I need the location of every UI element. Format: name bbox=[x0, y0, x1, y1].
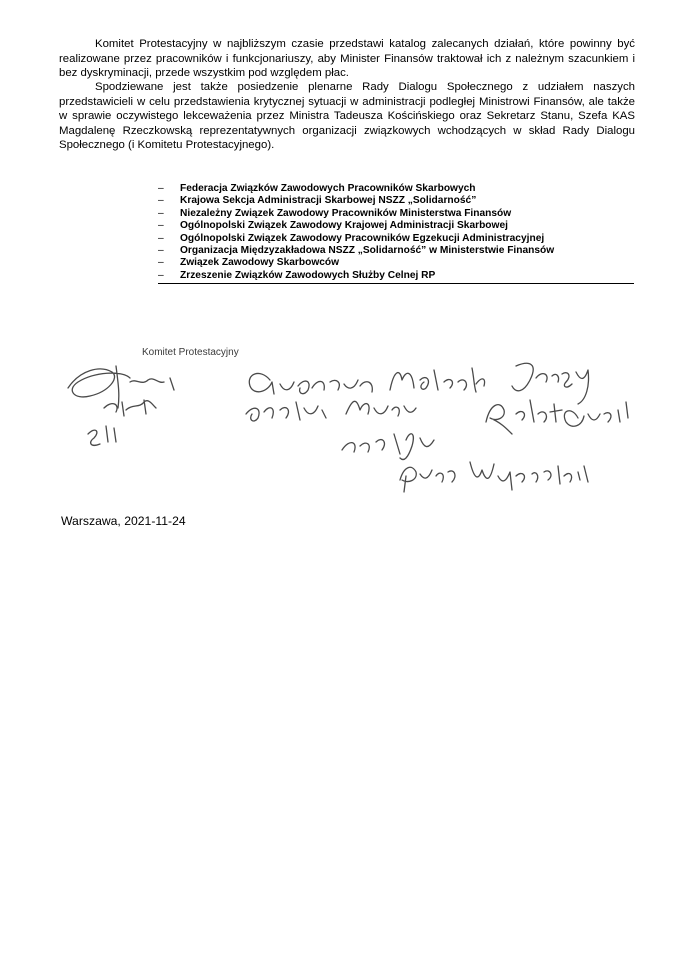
handwritten-signatures bbox=[60, 330, 640, 510]
signature-stroke bbox=[346, 401, 416, 416]
organization-name: Ogólnopolski Związek Zawodowy Krajowej Administracji Skarbowej bbox=[180, 220, 508, 232]
signature-stroke bbox=[564, 402, 628, 426]
list-item bbox=[158, 245, 634, 257]
list-dash: – bbox=[158, 257, 164, 269]
signature-stroke bbox=[342, 434, 434, 460]
list-item bbox=[158, 233, 634, 245]
list-dash: – bbox=[158, 195, 164, 207]
organization-list bbox=[158, 183, 634, 284]
list-item bbox=[158, 183, 634, 195]
list-dash: – bbox=[158, 220, 164, 232]
signature-stroke bbox=[512, 363, 589, 404]
signature-stroke bbox=[68, 366, 174, 408]
organization-name: Zrzeszenie Związków Zawodowych Służby Celnej RP bbox=[180, 269, 436, 281]
organization-name: Krajowa Sekcja Administracji Skarbowej NSZZ „Solidarność” bbox=[180, 195, 477, 207]
signatures-block bbox=[60, 330, 640, 510]
organization-name: Niezależny Związek Zawodowy Pracowników Ministerstwa Finansów bbox=[180, 207, 512, 219]
signature-stroke bbox=[88, 426, 116, 445]
organization-name: Federacja Związków Zawodowych Pracowników Skarbowych bbox=[180, 183, 476, 194]
list-dash: – bbox=[158, 232, 164, 244]
signature-stroke bbox=[104, 400, 156, 416]
list-dash: – bbox=[158, 245, 164, 257]
list-dash: – bbox=[158, 183, 164, 194]
signature-stroke bbox=[246, 402, 326, 421]
date-line: Warszawa, 2021-11-24 bbox=[61, 514, 186, 528]
signature-stroke bbox=[249, 373, 372, 394]
paragraph-catalog: Komitet Protestacyjny w najbliższym czasie przedstawi katalog zalecanych działań, które powinny być realizowane przez pracowników i funkcjonariuszy, aby Minister Finansów traktował ich z należnym szacunkiem i bez dyskryminacji, przede wszystkim pod względem płac. bbox=[59, 38, 635, 80]
list-dash: – bbox=[158, 207, 164, 219]
signature-stroke bbox=[400, 462, 588, 492]
organization-name: Organizacja Międzyzakładowa NSZZ „Solidarność” w Ministerstwie Finansów bbox=[180, 245, 555, 257]
list-item bbox=[158, 270, 634, 282]
list-item bbox=[158, 220, 634, 232]
list-item bbox=[158, 195, 634, 207]
list-dash: – bbox=[158, 269, 164, 281]
organization-name: Ogólnopolski Związek Zawodowy Pracowników Egzekucji Administracyjnej bbox=[180, 232, 545, 244]
stamp-label: Komitet Protestacyjny bbox=[142, 347, 239, 358]
signature-stroke bbox=[390, 368, 485, 392]
organization-name: Związek Zawodowy Skarbowców bbox=[180, 257, 340, 269]
signature-stroke bbox=[486, 400, 562, 434]
paragraph-dialogue-council: Spodziewane jest także posiedzenie plenarne Rady Dialogu Społecznego z udziałem naszych przedstawicieli w celu przedstawienia krytycznej sytuacji w administracji podległej Ministrowi Finansów, ale także w sprawie oczywistego lekceważenia przez Ministra Tadeusza Kościńskiego oraz Sekretarz Stanu, Szefa KAS Magdalenę Rzeczkowską reprezentatywnych organizacji związkowych wchodzących w skład Rady Dialogu Społecznego (i Komitetu Protestacyjnego). bbox=[59, 81, 635, 152]
list-item bbox=[158, 257, 634, 269]
list-item bbox=[158, 208, 634, 220]
